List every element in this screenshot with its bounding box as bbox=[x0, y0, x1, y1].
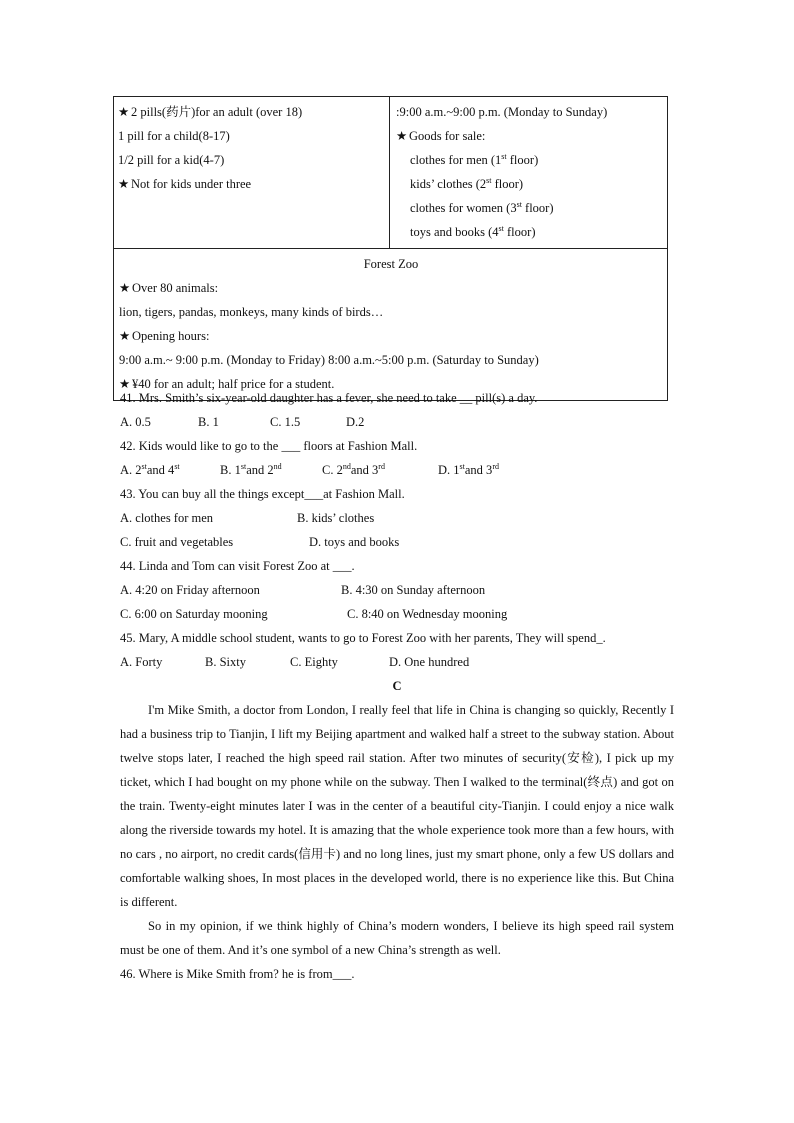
option: B. 1 bbox=[198, 415, 219, 429]
option: A. 0.5 bbox=[120, 415, 151, 429]
mall-cell bbox=[390, 97, 668, 249]
star-icon: ★ bbox=[119, 281, 131, 295]
section-heading: C bbox=[392, 679, 402, 693]
zoo-hours: 9:00 a.m.~ 9:00 p.m. (Monday to Friday) 8:00 a.m.~5:00 p.m. (Saturday to Sunday) bbox=[119, 353, 539, 367]
pharmacy-cell bbox=[114, 97, 390, 249]
q44-stem: 44. Linda and Tom can visit Forest Zoo at ___. bbox=[120, 559, 355, 573]
questions-area bbox=[120, 386, 674, 986]
q42-options bbox=[120, 458, 674, 482]
option: C. Eighty bbox=[290, 655, 338, 669]
star-icon: ★ bbox=[119, 377, 131, 391]
zoo-title: Forest Zoo bbox=[363, 257, 419, 271]
q45-options bbox=[120, 650, 674, 674]
q44-options bbox=[120, 578, 674, 602]
passage-paragraph: I'm Mike Smith, a doctor from London, I really feel that life in China is changing so quickly, Recently I had a business trip to Tianjin, I lift my Beijing apartment and walked half a street to the subway station. About twelve stops later, I reached the high speed rail station. After two minutes of security(安检), I pick up my ticket, which I had bought on my phone while on the subway. Then I walked to the terminal(终点) and got on the train. Twenty-eight minutes later I was in the center of a beautiful city-Tianjin. I could enjoy a nice walk along the riverside towards my hotel. It is amazing that the whole experience took more than a few hours, with no cars , no airport, no credit cards(信用卡) and no long lines, just my smart phone, only a few US dollars and comfortable walking shoes, In most places in the developed world, there is no experience like this. But China is different. bbox=[120, 703, 674, 909]
goods-title: ★ Goods for sale: bbox=[396, 124, 663, 148]
option: D.2 bbox=[346, 415, 365, 429]
option: D. toys and books bbox=[309, 535, 400, 549]
option: D. 1stand 3rd bbox=[438, 461, 499, 477]
option: A. clothes for men bbox=[120, 511, 214, 525]
option: B. Sixty bbox=[205, 655, 246, 669]
option: B. 4:30 on Sunday afternoon bbox=[341, 583, 486, 597]
zoo-animals: lion, tigers, pandas, monkeys, many kinds of birds… bbox=[119, 305, 384, 319]
option: C. 8:40 on Wednesday mooning bbox=[347, 607, 508, 621]
option: C. fruit and vegetables bbox=[120, 535, 234, 549]
q44-options bbox=[120, 602, 674, 626]
zoo-cell bbox=[114, 249, 668, 401]
q41-stem: 41. Mrs. Smith’s six-year-old daughter has a fever, she need to take __ pill(s) a day. bbox=[120, 391, 538, 405]
pharmacy-line: 1/2 pill for a kid(4-7) bbox=[118, 153, 225, 167]
option: B. 1stand 2nd bbox=[220, 461, 282, 477]
pharmacy-line: 1 pill for a child(8-17) bbox=[118, 129, 230, 143]
goods-item: clothes for women (3st floor) bbox=[410, 199, 554, 215]
option: A. 2stand 4st bbox=[120, 461, 180, 477]
zoo-hours-title: ★ Opening hours: bbox=[119, 324, 663, 348]
passage-paragraph: So in my opinion, if we think highly of China’s modern wonders, I believe its high speed rail system must be one of them. And it’s one symbol of a new China’s strength as well. bbox=[120, 919, 674, 957]
q45-stem: 45. Mary, A middle school student, wants to go to Forest Zoo with her parents, They will spend_. bbox=[120, 631, 606, 645]
star-icon: ★ bbox=[118, 105, 130, 119]
pharmacy-line: ★ Not for kids under three bbox=[118, 172, 385, 196]
q43-stem: 43. You can buy all the things except___at Fashion Mall. bbox=[120, 487, 405, 501]
zoo-price: ★ ¥40 for an adult; half price for a student. bbox=[119, 372, 663, 396]
goods-item: kids’ clothes (2st floor) bbox=[410, 175, 524, 191]
option: A. 4:20 on Friday afternoon bbox=[120, 583, 260, 597]
q42-stem: 42. Kids would like to go to the ___ floors at Fashion Mall. bbox=[120, 439, 418, 453]
option: C. 6:00 on Saturday mooning bbox=[120, 607, 268, 621]
mall-hours: :9:00 a.m.~9:00 p.m. (Monday to Sunday) bbox=[396, 105, 608, 119]
option: C. 1.5 bbox=[270, 415, 301, 429]
zoo-animals-title: ★ Over 80 animals: bbox=[119, 276, 663, 300]
q43-options bbox=[120, 506, 674, 530]
pharmacy-line: ★ 2 pills(药片)for an adult (over 18) bbox=[118, 100, 385, 124]
q46-stem: 46. Where is Mike Smith from? he is from___. bbox=[120, 967, 355, 981]
star-icon: ★ bbox=[118, 177, 130, 191]
star-icon: ★ bbox=[119, 329, 131, 343]
option: A. Forty bbox=[120, 655, 163, 669]
goods-item: clothes for men (1st floor) bbox=[410, 151, 539, 167]
info-table bbox=[113, 96, 668, 401]
option: D. One hundred bbox=[389, 655, 470, 669]
star-icon: ★ bbox=[396, 129, 408, 143]
q43-options bbox=[120, 530, 674, 554]
option: C. 2ndand 3rd bbox=[322, 461, 385, 477]
option: B. kids’ clothes bbox=[297, 511, 375, 525]
q41-options bbox=[120, 410, 674, 434]
goods-item: toys and books (4st floor) bbox=[410, 223, 536, 239]
